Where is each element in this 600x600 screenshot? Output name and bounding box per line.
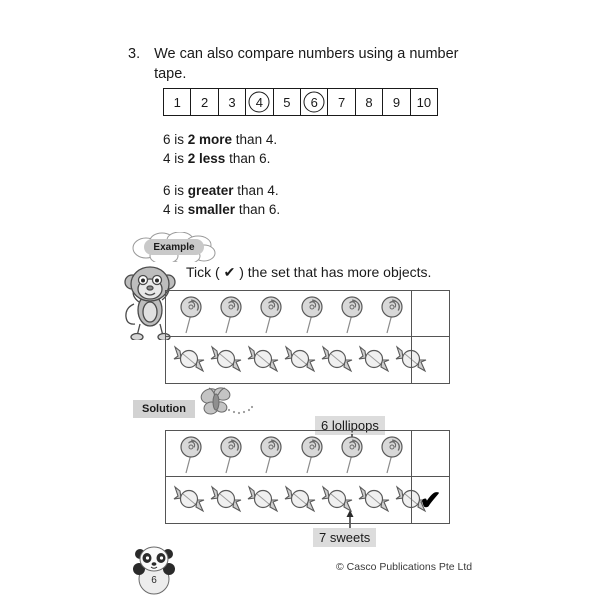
lollipop-item	[374, 433, 411, 475]
lollipop-icon	[297, 294, 327, 334]
sweet-item	[172, 479, 206, 521]
lollipop-item	[212, 293, 249, 335]
sweet-icon	[357, 485, 391, 515]
statement-keyword: smaller	[187, 202, 236, 217]
lollipop-icon	[216, 434, 246, 474]
statement-keyword: 2 more	[187, 132, 233, 147]
lollipop-icon	[256, 434, 286, 474]
instruction-before: Tick (	[186, 264, 224, 280]
sweet-item	[283, 339, 317, 381]
statement-line	[163, 130, 280, 149]
tape-cell-1	[164, 89, 191, 115]
tape-cell-7	[328, 89, 355, 115]
lollipop-item	[333, 293, 370, 335]
statement-spacer	[163, 168, 280, 181]
tape-cell-value: 2	[200, 94, 209, 110]
example-instruction	[186, 264, 431, 281]
lollipop-item	[374, 293, 411, 335]
tape-cell-value: 9	[392, 94, 401, 110]
tape-cell-6	[301, 89, 328, 115]
table-row	[166, 431, 449, 477]
sweet-icon	[283, 345, 317, 375]
lollipop-item	[172, 293, 209, 335]
tape-cell-value: 8	[365, 94, 373, 110]
lollipop-icon	[176, 434, 206, 474]
statement-line	[163, 200, 280, 219]
solution-table	[165, 430, 450, 524]
tape-cell-10	[411, 89, 437, 115]
tape-cell-2	[191, 89, 218, 115]
tape-cell-5	[274, 89, 301, 115]
sweet-icon	[209, 485, 243, 515]
answer-cell-lollipop[interactable]	[411, 431, 449, 476]
statement-suffix: than 4.	[232, 132, 278, 147]
sweet-item	[320, 479, 354, 521]
sweet-icon	[320, 485, 354, 515]
solution-badge: Solution	[133, 400, 195, 418]
statement-prefix: 6 is	[163, 132, 188, 147]
sweet-item	[246, 339, 280, 381]
example-table	[165, 290, 450, 384]
sweet-item	[246, 479, 280, 521]
copyright-text: © Casco Publications Pte Ltd	[336, 561, 473, 573]
statement-prefix: 4 is	[163, 202, 188, 217]
question-number: 3.	[128, 46, 141, 62]
lollipop-item	[172, 433, 209, 475]
tape-cell-value: 7	[338, 94, 346, 110]
tape-cell-value: 3	[228, 94, 236, 110]
tape-cell-value: 6	[310, 94, 318, 110]
callout-sweets: 7 sweets	[313, 528, 376, 547]
tape-cell-value: 5	[283, 94, 291, 110]
lollipop-icon	[337, 434, 367, 474]
sweet-icon	[246, 345, 280, 375]
lollipop-icon	[297, 434, 327, 474]
tape-cell-8	[356, 89, 383, 115]
callout-lollipops: 6 lollipops	[315, 416, 385, 435]
lollipop-icon	[377, 434, 407, 474]
objects-cell-sweet	[166, 477, 411, 523]
sweet-icon	[209, 345, 243, 375]
number-tape	[163, 88, 438, 116]
statement-prefix: 4 is	[163, 151, 188, 166]
statement-line	[163, 149, 280, 168]
lollipop-item	[333, 433, 370, 475]
statement-prefix: 6 is	[163, 183, 188, 198]
sweet-item	[357, 479, 391, 521]
question-block	[128, 44, 468, 84]
statement-keyword: 2 less	[187, 151, 226, 166]
sweet-icon	[357, 345, 391, 375]
tape-cell-value: 1	[173, 94, 181, 110]
instruction-after: ) the set that has more objects.	[235, 264, 432, 280]
sweet-icon	[246, 485, 280, 515]
butterfly-mascot-icon	[196, 386, 256, 420]
lollipop-icon	[256, 294, 286, 334]
tape-cell-value: 4	[255, 94, 264, 110]
answer-cell-sweet[interactable]	[411, 477, 449, 523]
tape-cell-9	[383, 89, 410, 115]
statement-suffix: than 6.	[235, 202, 281, 217]
sweet-icon	[320, 345, 354, 375]
table-row	[166, 291, 449, 337]
tape-cell-4	[246, 89, 273, 115]
sweet-item	[283, 479, 317, 521]
sweet-item	[209, 339, 243, 381]
sweet-item	[172, 339, 206, 381]
panda-mascot-icon	[130, 543, 178, 595]
objects-cell-lollipop	[166, 291, 411, 336]
example-badge-label: Example	[144, 239, 204, 255]
table-row	[166, 337, 449, 383]
lollipop-icon	[377, 294, 407, 334]
statement-suffix: than 6.	[225, 151, 271, 166]
sweet-item	[209, 479, 243, 521]
tape-cell-3	[219, 89, 246, 115]
answer-cell-lollipop[interactable]	[411, 291, 449, 336]
tape-cell-value: 10	[416, 94, 432, 110]
sweet-icon	[283, 485, 317, 515]
lollipop-icon	[216, 294, 246, 334]
checkmark-icon: ✔	[419, 485, 442, 515]
sweet-icon	[172, 345, 206, 375]
lollipop-item	[212, 433, 249, 475]
lollipop-item	[253, 433, 290, 475]
sweet-icon	[172, 485, 206, 515]
lollipop-item	[253, 293, 290, 335]
question-text: We can also compare numbers using a number tape.	[154, 46, 459, 82]
comparison-statements	[163, 130, 280, 219]
sweet-item	[320, 339, 354, 381]
statement-line	[163, 181, 280, 200]
statement-keyword: greater	[187, 183, 234, 198]
lollipop-icon	[176, 294, 206, 334]
table-row	[166, 477, 449, 523]
lollipop-icon	[337, 294, 367, 334]
page-number: 6	[151, 575, 157, 586]
lollipop-item	[293, 293, 330, 335]
statement-suffix: than 4.	[233, 183, 279, 198]
lollipop-item	[293, 433, 330, 475]
answer-cell-sweet[interactable]	[411, 337, 449, 383]
objects-cell-sweet	[166, 337, 411, 383]
sweet-item	[357, 339, 391, 381]
tick-glyph: ✔	[223, 264, 236, 280]
objects-cell-lollipop	[166, 431, 411, 476]
